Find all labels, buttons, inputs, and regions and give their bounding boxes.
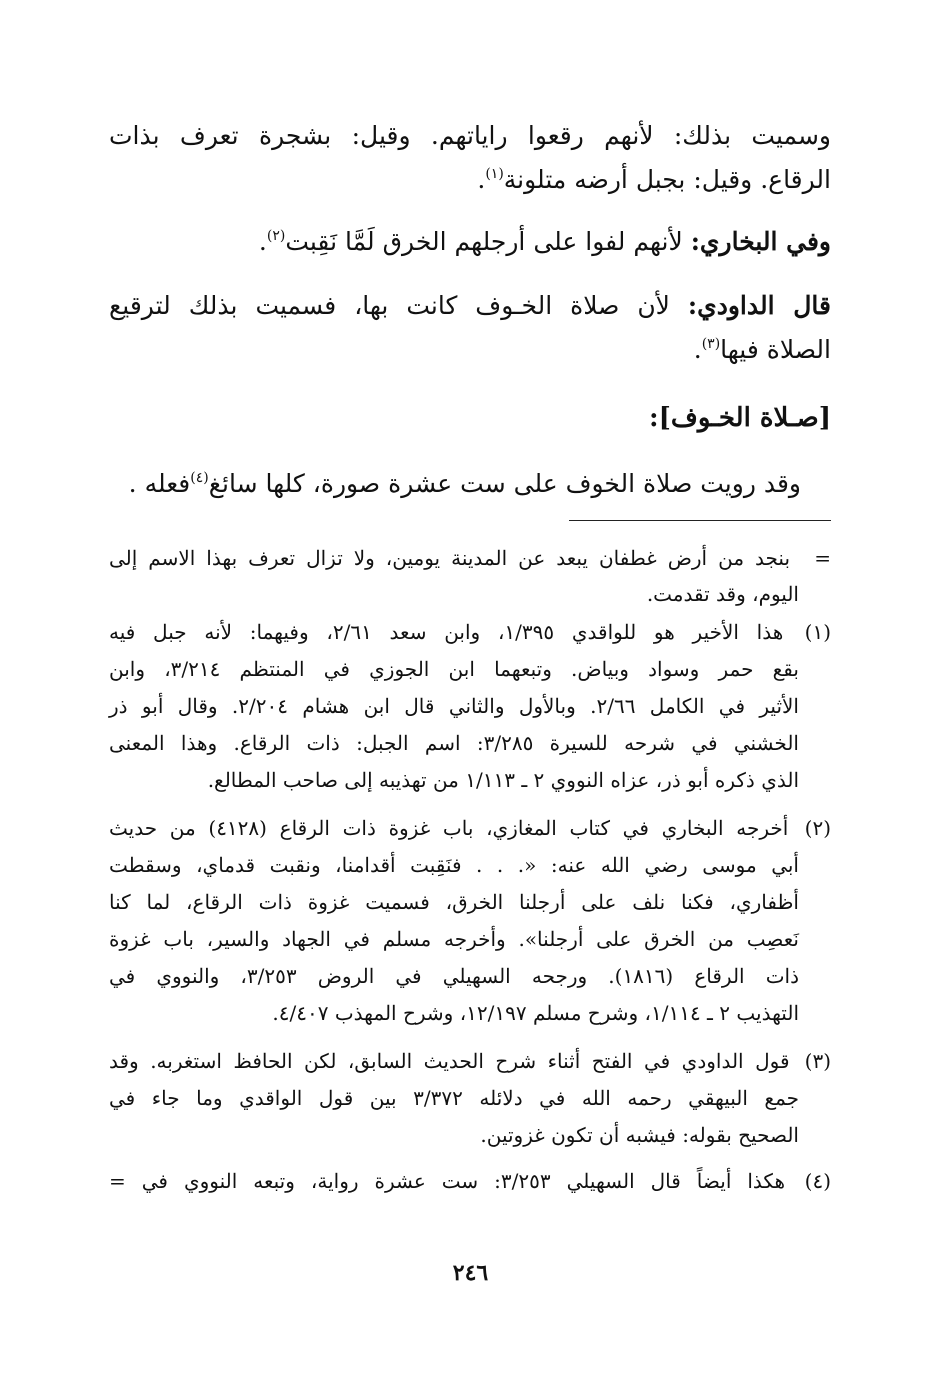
page-number: ٢٤٦ [452, 1260, 489, 1286]
footnote-3-marker: (٣) [804, 1049, 832, 1073]
paragraph-3-line-1 [109, 286, 831, 326]
paragraph-2-text: لأنهم لفوا على أرجلهم الخرق لَمَّا نَقِبت [285, 227, 691, 256]
paragraph-3-line-2-text: الصلاة فيها [720, 335, 831, 364]
footnote-continuation-marker: = [814, 546, 831, 570]
paragraph-1-line-2-text: الرقاع. وقيل: بجبل أرضه متلونة [503, 165, 831, 194]
paragraph-3-line-2 [109, 330, 831, 370]
footnote-1-line-2: بقع حمر وسواد وبياض. وتبعهما ابن الجوزي في المنتظم ٣/٢١٤، وابن [109, 657, 799, 681]
footnote-ref-2: (٢) [266, 228, 286, 244]
footnote-2-line-2: أبي موسى رضي الله عنه: «. . . فنَقِبت أقدامنا، ونقبت قدماي، وسقطت [109, 853, 799, 877]
footnote-ref-3: (٣) [701, 336, 721, 352]
footnote-separator [569, 520, 831, 521]
footnote-1-line-1-text: هذا الأخير هو للواقدي ١/٣٩٥، وابن سعد ٢/٦١، وفيهما: لأنه جبل فيه [109, 620, 784, 644]
paragraph-3-end: . [693, 335, 702, 364]
paragraph-2 [109, 222, 831, 262]
footnote-ref-4: (٤) [190, 470, 209, 486]
paragraph-1-end: . [477, 165, 486, 194]
paragraph-4-end: فعله . [128, 469, 191, 498]
footnote-1-line-4: الخشني في شرحه للسيرة ٣/٢٨٥: اسم الجبل: ذات الرقاع. وهذا المعنى [109, 731, 799, 755]
footnote-3-line-1-text: قول الداودي في الفتح أثناء شرح الحديث السابق، لكن الحافظ استغربه. وقد [109, 1049, 790, 1073]
footnote-continuation-line-1-text: بنجد من أرض غطفان يبعد عن المدينة يومين، ولا تزال تعرف بهذا الاسم إلى [109, 546, 791, 570]
paragraph-4-text: وقد رويت صلاة الخوف على ست عشرة صورة، كلها سائغ [208, 469, 801, 498]
footnote-4-line-1-text: هكذا أيضاً قال السهيلي ٣/٢٥٣: ست عشرة رواية، وتبعه النووي في = [109, 1169, 786, 1193]
paragraph-2-end: . [258, 227, 267, 256]
footnote-1-marker: (١) [804, 620, 832, 644]
paragraph-1-line-1-text: وسميت بذلك: لأنهم رقعوا راياتهم. وقيل: بشجرة تعرف بذات [109, 121, 831, 150]
footnote-2-line-6: التهذيب ٢ ـ ١/١١٤، وشرح مسلم ١٢/١٩٧، وشرح المهذب ٤/٤٠٧. [272, 1001, 799, 1025]
footnote-1-line-5: الذي ذكره أبو ذر، عزاه النووي ٢ ـ ١/١١٣ من تهذيبه إلى صاحب المطالع. [207, 768, 799, 792]
paragraph-1-line-1 [109, 116, 831, 156]
footnote-3-line-3: الصحيح بقوله: فيشبه أن تكون غزوتين. [480, 1123, 799, 1147]
footnote-2-marker: (٢) [804, 816, 831, 840]
footnote-4-marker: (٤) [804, 1169, 832, 1193]
footnote-2-line-4: نَعصِب من الخرق على أرجلنا». وأخرجه مسلم في الجهاد والسير، باب غزوة [109, 927, 799, 951]
paragraph-3-lead: قال الداودي: [687, 291, 831, 320]
footnote-2-line-3: أظفاري، فكنا نلف على أرجلنا الخرق، فسميت غزوة ذات الرقاع، لما كنا [109, 890, 799, 914]
footnote-ref-1: (١) [485, 166, 504, 182]
footnote-1-line-1 [109, 616, 831, 649]
paragraph-1-line-2 [109, 160, 831, 200]
paragraph-3-line-1-text: لأن صلاة الخـوف كانت بها، فسميت بذلك لترقيع [109, 291, 688, 320]
footnote-3-line-2: جمع البيهقي رحمه الله في دلائله ٣/٣٧٢ بين قول الواقدي وما جاء في [109, 1086, 799, 1110]
footnote-2-line-1 [109, 812, 831, 845]
footnote-3-line-1 [109, 1045, 831, 1078]
footnote-2-line-1-text: أخرجه البخاري في كتاب المغازي، باب غزوة ذات الرقاع (٤١٢٨) من حديث [109, 816, 789, 840]
footnote-4-line-1 [109, 1165, 831, 1198]
footnote-continuation-line-2: اليوم، وقد تقدمت. [646, 582, 799, 606]
footnote-2-line-5: ذات الرقاع (١٨١٦). ورجحه السهيلي في الروض ٣/٢٥٣، والنووي في [109, 964, 799, 988]
footnote-continuation-line-1 [109, 542, 831, 575]
paragraph-4 [109, 464, 801, 504]
footnote-1-line-3: الأثير في الكامل ٢/٦٦. وبالأول والثاني قال ابن هشام ٢/٢٠٤. وقال أبو ذر [109, 694, 799, 718]
section-heading: [صـلاة الخـوف]: [648, 403, 831, 433]
paragraph-2-lead: وفي البخاري: [690, 227, 831, 256]
